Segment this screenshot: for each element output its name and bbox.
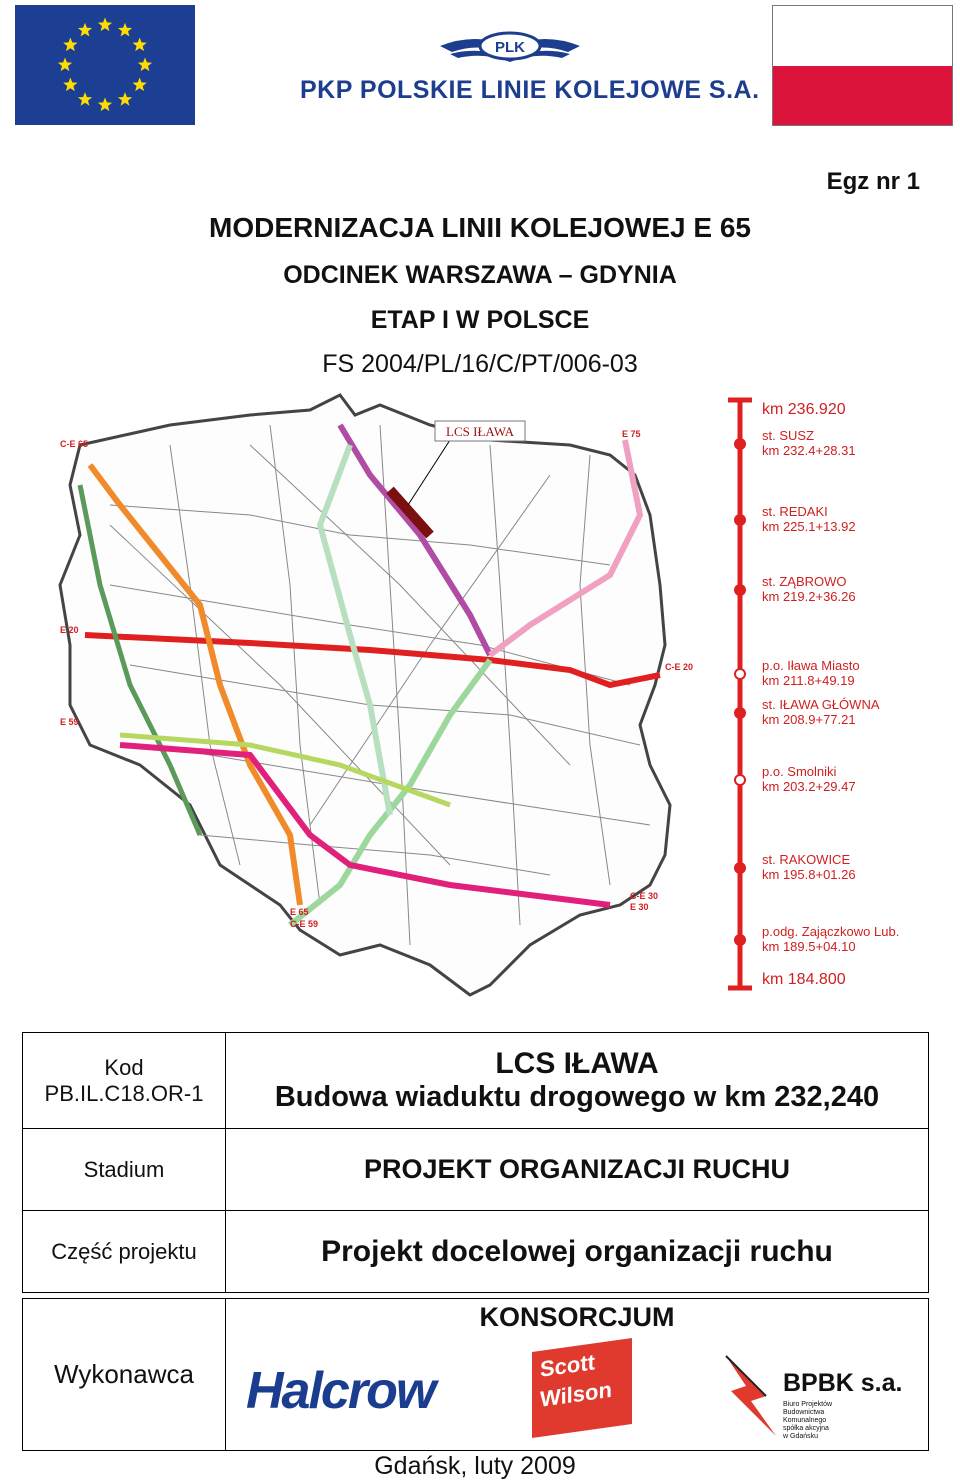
plk-logo bbox=[300, 28, 760, 108]
station-km: km 225.1+13.92 bbox=[762, 519, 856, 534]
eu-star-icon bbox=[63, 78, 77, 92]
eu-star-icon bbox=[138, 58, 152, 72]
eu-star-icon bbox=[118, 23, 132, 37]
eu-star-icon bbox=[98, 98, 112, 112]
title-line-4: FS 2004/PL/16/C/PT/006-03 bbox=[322, 350, 638, 378]
station-name: st. IŁAWA GŁÓWNA bbox=[762, 697, 880, 712]
station-km: km 219.2+36.26 bbox=[762, 589, 856, 604]
halcrow-logo: Halcrow bbox=[246, 1362, 435, 1420]
code-cell bbox=[23, 1033, 226, 1129]
eu-star-icon bbox=[98, 18, 112, 32]
object-cell bbox=[226, 1033, 929, 1129]
station-name: p.o. Iława Miasto bbox=[762, 658, 860, 673]
bpbk-emblem-icon bbox=[721, 1351, 781, 1437]
station-name: km 236.920 bbox=[762, 401, 846, 418]
title-line-1: MODERNIZACJA LINII KOLEJOWEJ E 65 bbox=[209, 212, 751, 243]
place-and-date: Gdańsk, luty 2009 bbox=[374, 1452, 576, 1480]
bpbk-logo: BPBK s.a. Biuro Projektów Budownictwa Komunalnego spółka akcyjna w Gdańsku bbox=[721, 1351, 911, 1441]
eu-star-icon bbox=[133, 38, 147, 52]
station-name: st. RAKOWICE bbox=[762, 852, 851, 867]
title-block-table bbox=[22, 1032, 929, 1451]
station-dot bbox=[735, 863, 745, 873]
stage-value: PROJEKT ORGANIZACJI RUCHU bbox=[226, 1129, 929, 1211]
station-dot bbox=[735, 585, 745, 595]
map-label: C-E 30 bbox=[630, 891, 659, 901]
map-label: E 75 bbox=[622, 429, 641, 439]
lcs-ilawa-callout: LCS IŁAWA bbox=[446, 424, 514, 439]
eu-star-icon bbox=[58, 58, 72, 72]
poland-flag-icon bbox=[772, 5, 953, 126]
title-line-3: ETAP I W POLSCE bbox=[370, 306, 590, 334]
station-dot bbox=[735, 775, 745, 785]
copy-number: Egz nr 1 bbox=[826, 168, 920, 195]
map-label: E 59 bbox=[60, 717, 79, 727]
station-name: st. ZĄBROWO bbox=[762, 574, 847, 589]
station-name: km 184.800 bbox=[762, 971, 846, 988]
station-name: p.o. Smolniki bbox=[762, 764, 837, 779]
station-dot bbox=[735, 515, 745, 525]
eu-star-icon bbox=[63, 38, 77, 52]
station-km: km 189.5+04.10 bbox=[762, 939, 856, 954]
eu-star-icon bbox=[78, 92, 92, 106]
station-dot bbox=[735, 439, 745, 449]
map-label: C-E 65 bbox=[60, 439, 89, 449]
contractor-label: Wykonawca bbox=[23, 1299, 226, 1451]
eu-star-icon bbox=[118, 92, 132, 106]
object-title: LCS IŁAWA bbox=[495, 1047, 659, 1080]
bpbk-subtitle-line: Budownictwa bbox=[783, 1409, 825, 1416]
map-label: E 30 bbox=[630, 902, 649, 912]
bpbk-subtitle-line: Biuro Projektów bbox=[783, 1401, 833, 1408]
bpbk-subtitle-line: Komunalnego bbox=[783, 1417, 827, 1424]
object-subtitle: Budowa wiaduktu drogowego w km 232,240 bbox=[274, 1081, 880, 1113]
station-km: km 195.8+01.26 bbox=[762, 867, 856, 882]
station-scheme bbox=[720, 392, 940, 992]
consortium-cell bbox=[226, 1299, 929, 1451]
eu-star-icon bbox=[78, 23, 92, 37]
station-dot bbox=[735, 708, 745, 718]
station-name: p.odg. Zajączkowo Lub. bbox=[762, 924, 900, 939]
bpbk-subtitle-line: w Gdańsku bbox=[783, 1433, 819, 1440]
scott-wilson-logo: Scott Wilson bbox=[532, 1338, 632, 1438]
station-name: st. SUSZ bbox=[762, 428, 815, 443]
eu-star-icon bbox=[133, 78, 147, 92]
railway-network-map bbox=[50, 385, 730, 1005]
code-value: PB.IL.C18.OR-1 bbox=[44, 1080, 204, 1106]
map-label: E 20 bbox=[60, 625, 79, 635]
eu-flag-icon bbox=[15, 5, 195, 125]
station-km: km 208.9+77.21 bbox=[762, 712, 856, 727]
plk-emblem-icon bbox=[300, 28, 720, 76]
bpbk-subtitle-line: spółka akcyjna bbox=[783, 1425, 829, 1432]
part-label: Część projektu bbox=[23, 1211, 226, 1293]
plk-logo-text: PKP POLSKIE LINIE KOLEJOWE S.A. bbox=[300, 76, 760, 104]
stage-label: Stadium bbox=[23, 1129, 226, 1211]
map-label: C-E 20 bbox=[665, 662, 694, 672]
bpbk-subtitle bbox=[783, 1401, 832, 1441]
station-km: km 232.4+28.31 bbox=[762, 443, 856, 458]
station-km: km 211.8+49.19 bbox=[762, 673, 855, 688]
code-label: Kod bbox=[104, 1054, 144, 1080]
title-line-2: ODCINEK WARSZAWA – GDYNIA bbox=[283, 261, 677, 289]
station-dot bbox=[735, 935, 745, 945]
part-value: Projekt docelowej organizacji ruchu bbox=[226, 1211, 929, 1293]
consortium-label: KONSORCJUM bbox=[479, 1302, 675, 1332]
map-label: C-E 59 bbox=[290, 919, 319, 929]
svg-text:PLK: PLK bbox=[495, 39, 525, 56]
station-km: km 203.2+29.47 bbox=[762, 779, 856, 794]
station-dot bbox=[735, 669, 745, 679]
station-name: st. REDAKI bbox=[762, 504, 828, 519]
map-label: E 65 bbox=[290, 907, 309, 917]
